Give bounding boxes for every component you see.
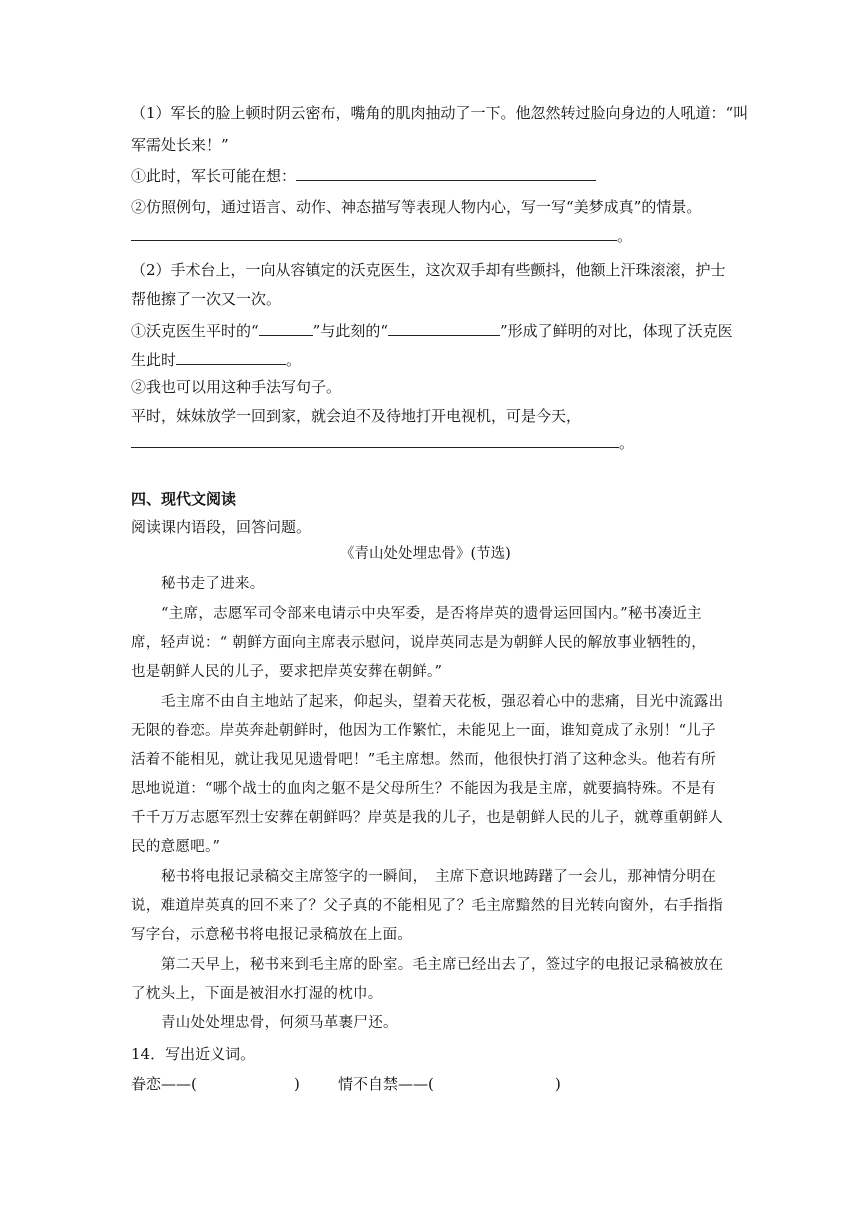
- q2-sub1-line1: [131, 321, 733, 341]
- q2-sub1-line2: [131, 350, 301, 370]
- passage-line: 思地说道：“哪个战士的血肉之躯不是父母所生？不能因为我是主席，就要搞特殊。不是有: [131, 781, 716, 797]
- q14-word2-answer-field[interactable]: [440, 1074, 554, 1094]
- q2-sub1-blank-now[interactable]: [388, 321, 500, 336]
- q2-sub2: ②我也可以用这种手法写句子。: [131, 378, 342, 396]
- passage-line: 无限的眷恋。岸英奔赴朝鲜时，他因为工作繁忙，未能见上一面，谁知竟成了永别！“儿子: [131, 723, 716, 739]
- article-title: 《青山处处埋忠骨》(节选): [340, 546, 511, 562]
- q1-sub2: ②仿照例句，通过语言、动作、神态描写等表现人物内心，写一写“美梦成真”的情景。: [131, 198, 702, 216]
- q1-sub2-answer-blank[interactable]: [131, 226, 617, 241]
- passage-line: 秘书将电报记录稿交主席签字的一瞬间， 主席下意识地踌躇了一会儿，那神情分明在: [161, 869, 717, 885]
- q2-sentence-answer-blank[interactable]: [131, 433, 619, 448]
- passage-line: 秘书走了进来。: [161, 576, 265, 592]
- passage-line: 写字台，示意秘书将电报记录稿放在上面。: [131, 927, 413, 943]
- passage-line: 毛主席不由自主地站了起来，仰起头，望着天花板，强忍着心中的悲痛，目光中流露出: [161, 694, 724, 710]
- q2-sentence: 平时，妹妹放学一回到家，就会迫不及待地打开电视机，可是今天，: [131, 407, 582, 425]
- passage-line: 千千万万志愿军烈士安葬在朝鲜吗？岸英是我的儿子，也是朝鲜人民的儿子，就尊重朝鲜人: [131, 810, 723, 826]
- q1-sub2-answer: [131, 226, 632, 246]
- q1-sub1: [131, 166, 596, 186]
- q2-sub1-text-d: 生此时: [131, 351, 177, 369]
- q14-word2-close: ): [555, 1075, 561, 1093]
- section-instruction: 阅读课内语段，回答问题。: [131, 518, 312, 536]
- section-heading: 四、现代文阅读: [131, 490, 237, 508]
- q14-label: 14．写出近义词。: [131, 1045, 256, 1063]
- q2-sub1-text-a: ①沃克医生平时的“: [131, 322, 259, 340]
- passage-line: 也是朝鲜人民的儿子，要求把岸英安葬在朝鲜。”: [131, 664, 443, 680]
- passage-line: 活着不能相见，就让我见见遗骨吧！”毛主席想。然而，他很快打消了这种念头。他若有所: [131, 752, 716, 768]
- q2-sub1-text-c: ”形成了鲜明的对比，体现了沃克医: [500, 322, 733, 340]
- q1-end-mark: 。: [617, 227, 633, 245]
- q14-word1-prefix: 眷恋——(: [131, 1075, 197, 1093]
- q1-sub1-label: ①此时，军长可能在想：: [131, 167, 297, 185]
- q14-word1-close: ): [294, 1075, 300, 1093]
- q2-sub1-blank-normal[interactable]: [259, 321, 313, 336]
- q1-prompt-line2: 军需处长来！”: [131, 136, 229, 154]
- passage-line: 说，难道岸英真的回不来了？父子真的不能相见了？毛主席黯然的目光转向窗外，右手指指: [131, 898, 723, 914]
- passage-line: 席，轻声说：“ 朝鲜方面向主席表示慰问，说岸英同志是为朝鲜人民的解放事业牺牲的，: [131, 635, 707, 651]
- passage-line: 民的意愿吧。”: [131, 839, 221, 855]
- q1-prompt-line1: （1）军长的脸上顿时阴云密布，嘴角的肌肉抽动了一下。他忽然转过脸向身边的人吼道：“叫: [131, 104, 749, 122]
- passage-line: 第二天早上，秘书来到毛主席的卧室。毛主席已经出去了，签过字的电报记录稿被放在: [161, 957, 724, 973]
- q2-prompt-line2: 帮他擦了一次又一次。: [131, 290, 282, 308]
- q2-sub1-text-e: 。: [286, 351, 302, 369]
- q2-sub1-text-b: ”与此刻的“: [312, 322, 389, 340]
- q2-sub1-blank-state[interactable]: [176, 350, 286, 365]
- passage-line: 了枕头上，下面是被泪水打湿的枕巾。: [131, 986, 383, 1002]
- q14-word2-prefix: 情不自禁——(: [338, 1075, 434, 1093]
- q2-sentence-answer: [131, 433, 634, 453]
- q2-end-mark: 。: [619, 434, 635, 452]
- q14-word1-answer-field[interactable]: [207, 1074, 293, 1094]
- q1-sub1-answer-blank[interactable]: [296, 166, 596, 181]
- passage-line: “主席，志愿军司令部来电请示中央军委，是否将岸英的遗骨运回国内。”秘书凑近主: [161, 606, 702, 622]
- q2-prompt-line1: （2）手术台上，一向从容镇定的沃克医生，这次双手却有些颤抖，他额上汗珠滚滚，护士: [131, 261, 726, 279]
- passage-line: 青山处处埋忠骨，何须马革裹尸还。: [161, 1015, 398, 1031]
